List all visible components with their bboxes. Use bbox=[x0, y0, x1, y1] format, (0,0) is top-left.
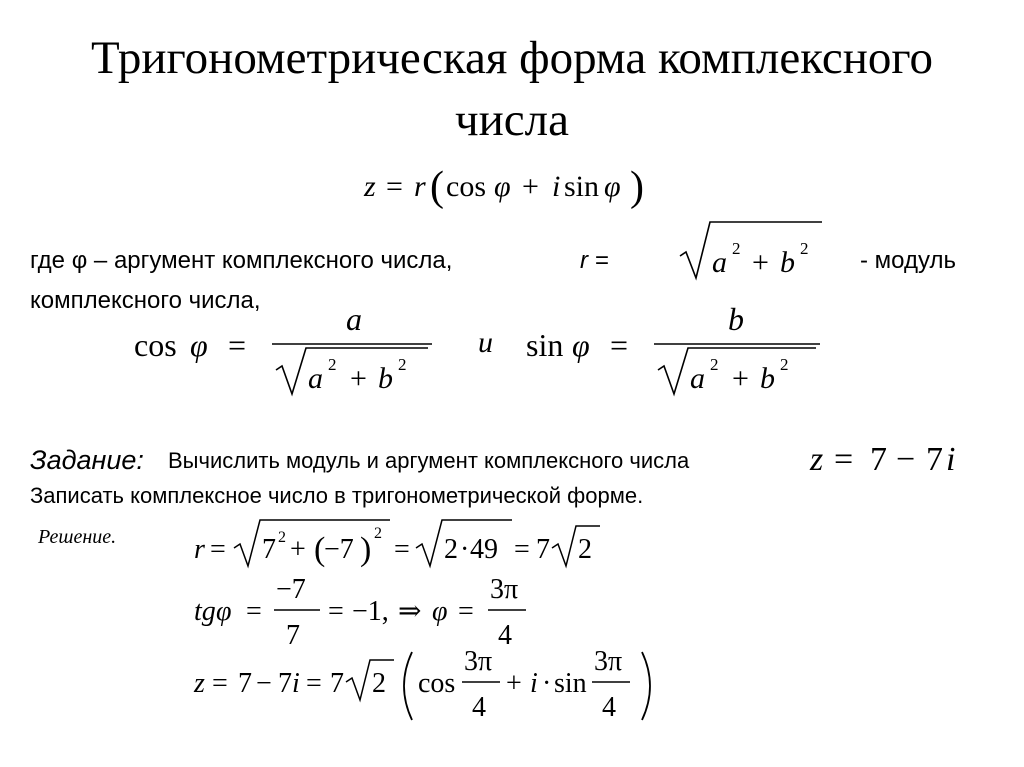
var-r: r bbox=[414, 170, 426, 203]
sin-formula bbox=[522, 300, 832, 400]
svg-text:sin: sin bbox=[526, 327, 564, 363]
svg-text:=: = bbox=[228, 327, 247, 363]
task-line2: Записать комплексное число в тригонометрической форме. bbox=[30, 483, 644, 508]
svg-text:b: b bbox=[760, 362, 775, 395]
svg-text:sin: sin bbox=[554, 668, 587, 699]
eq-sign: = bbox=[386, 170, 403, 203]
var-z: z bbox=[364, 170, 376, 203]
task-label: Задание: bbox=[30, 445, 144, 475]
svg-text:(: ( bbox=[314, 531, 326, 568]
svg-text:φ: φ bbox=[432, 596, 448, 627]
modulus-sqrt bbox=[676, 216, 826, 286]
svg-text:2: 2 bbox=[578, 534, 592, 565]
svg-text:=: = bbox=[458, 596, 474, 627]
svg-text:z: z bbox=[810, 441, 824, 478]
svg-text:·: · bbox=[542, 668, 552, 699]
svg-text:a: a bbox=[690, 362, 705, 395]
r-equals: r = bbox=[580, 247, 609, 274]
svg-text:=: = bbox=[212, 668, 228, 699]
right-paren: ) bbox=[630, 164, 644, 210]
svg-text:=: = bbox=[246, 596, 262, 627]
left-paren: ( bbox=[430, 164, 444, 210]
svg-text:7: 7 bbox=[330, 668, 344, 699]
svg-text:): ) bbox=[360, 531, 372, 568]
slide-title-line1: Тригонометрическая форма комплексного bbox=[90, 32, 933, 84]
svg-text:−: − bbox=[896, 441, 916, 478]
svg-text:r: r bbox=[194, 534, 205, 565]
svg-text:a: a bbox=[308, 362, 323, 395]
svg-text:2: 2 bbox=[328, 355, 337, 374]
svg-text:7: 7 bbox=[262, 534, 276, 565]
svg-text:=: = bbox=[514, 534, 530, 565]
slide-title-line2: числа bbox=[455, 94, 569, 146]
definition-text: где φ – аргумент комплексного числа, bbox=[30, 247, 453, 274]
svg-text:φ: φ bbox=[216, 596, 232, 627]
svg-text:−1,: −1, bbox=[352, 596, 389, 627]
svg-text:7: 7 bbox=[238, 668, 252, 699]
svg-text:7: 7 bbox=[536, 534, 550, 565]
svg-text:2: 2 bbox=[374, 525, 382, 542]
svg-text:2: 2 bbox=[710, 355, 719, 374]
svg-text:3π: 3π bbox=[594, 646, 623, 677]
svg-text:b: b bbox=[728, 301, 744, 337]
modulus-suffix: - модуль bbox=[860, 247, 956, 274]
svg-text:b: b bbox=[780, 246, 795, 279]
svg-text:2: 2 bbox=[732, 239, 741, 258]
svg-text:3π: 3π bbox=[490, 574, 519, 605]
svg-text:+: + bbox=[732, 362, 749, 395]
svg-text:2: 2 bbox=[398, 355, 407, 374]
solution-argument bbox=[190, 574, 550, 654]
svg-text:+: + bbox=[290, 534, 306, 565]
main-trig-formula bbox=[360, 156, 680, 216]
svg-text:=: = bbox=[328, 596, 344, 627]
svg-text:7: 7 bbox=[926, 441, 943, 478]
svg-text:2: 2 bbox=[278, 529, 286, 546]
svg-text:i: i bbox=[946, 441, 956, 478]
svg-text:⇒: ⇒ bbox=[398, 596, 422, 627]
svg-text:=: = bbox=[834, 441, 854, 478]
svg-text:φ: φ bbox=[190, 327, 208, 363]
svg-text:=: = bbox=[610, 327, 629, 363]
svg-text:tg: tg bbox=[194, 596, 216, 627]
definition-text-line2: комплексного числа, bbox=[30, 287, 261, 314]
solution-modulus bbox=[190, 514, 610, 574]
svg-text:φ: φ bbox=[572, 327, 590, 363]
svg-text:z: z bbox=[194, 668, 205, 699]
svg-text:cos: cos bbox=[134, 327, 177, 363]
svg-text:+: + bbox=[752, 246, 769, 279]
var-phi-2: φ bbox=[604, 170, 621, 203]
svg-text:4: 4 bbox=[602, 692, 616, 723]
svg-text:2: 2 bbox=[780, 355, 789, 374]
cos-formula bbox=[130, 300, 440, 400]
sin-word: sin bbox=[564, 170, 600, 203]
svg-text:=: = bbox=[306, 668, 322, 699]
solution-trig-form bbox=[190, 646, 670, 726]
svg-text:a: a bbox=[346, 301, 362, 337]
svg-text:49: 49 bbox=[470, 534, 498, 565]
svg-text:2: 2 bbox=[444, 534, 458, 565]
svg-text:2: 2 bbox=[372, 668, 386, 699]
svg-text:+: + bbox=[506, 668, 522, 699]
and-word: и bbox=[478, 326, 493, 359]
svg-text:3π: 3π bbox=[464, 646, 493, 677]
task-text: Вычислить модуль и аргумент комплексного числа bbox=[168, 448, 690, 473]
svg-text:b: b bbox=[378, 362, 393, 395]
svg-text:7: 7 bbox=[286, 620, 300, 651]
svg-text:i: i bbox=[292, 668, 300, 699]
svg-text:2: 2 bbox=[800, 239, 809, 258]
solution-label: Решение. bbox=[38, 526, 117, 548]
cos-word: cos bbox=[446, 170, 486, 203]
svg-text:7: 7 bbox=[278, 668, 292, 699]
var-i: i bbox=[552, 170, 561, 203]
svg-text:=: = bbox=[394, 534, 410, 565]
task-number bbox=[806, 432, 976, 482]
svg-text:−7: −7 bbox=[324, 534, 354, 565]
svg-text:4: 4 bbox=[498, 620, 512, 651]
svg-text:=: = bbox=[210, 534, 226, 565]
svg-text:+: + bbox=[350, 362, 367, 395]
var-phi: φ bbox=[494, 170, 511, 203]
svg-text:cos: cos bbox=[418, 668, 456, 699]
svg-text:−7: −7 bbox=[276, 574, 306, 605]
svg-text:·: · bbox=[460, 534, 470, 565]
svg-text:a: a bbox=[712, 246, 727, 279]
svg-text:4: 4 bbox=[472, 692, 486, 723]
plus-sign: + bbox=[522, 170, 539, 203]
svg-text:−: − bbox=[256, 668, 272, 699]
svg-text:i: i bbox=[530, 668, 538, 699]
svg-text:7: 7 bbox=[870, 441, 887, 478]
